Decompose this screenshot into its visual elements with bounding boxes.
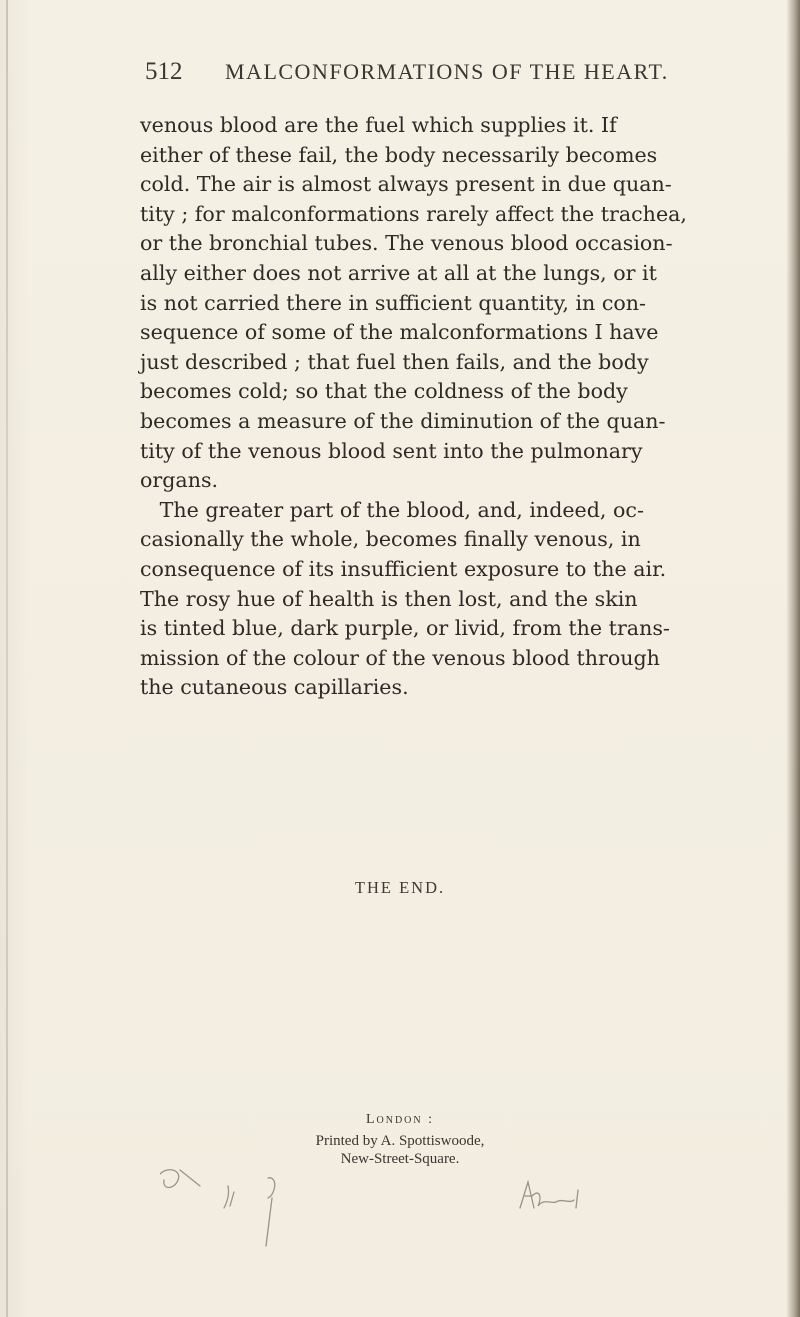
- text-line: The rosy hue of health is then lost, and the skin: [140, 586, 638, 611]
- printer-imprint: [0, 1112, 800, 1168]
- text-line: cold. The air is almost always present in due quan-: [140, 172, 672, 197]
- text-line: mission of the colour of the venous blood through: [140, 645, 660, 670]
- page-number: 512: [145, 58, 183, 85]
- imprint-printer: Printed by A. Spottiswoode,: [315, 1133, 485, 1149]
- imprint-address: New-Street-Square.: [340, 1151, 460, 1167]
- text-line: just described ; that fuel then fails, and the body: [140, 349, 649, 374]
- text-line: organs.: [140, 468, 219, 493]
- text-line: the cutaneous capillaries.: [140, 675, 409, 700]
- handwritten-marks: [160, 1168, 680, 1248]
- text-line: is tinted blue, dark purple, or livid, from the trans-: [140, 616, 670, 641]
- text-line: or the bronchial tubes. The venous blood occasion-: [140, 231, 673, 256]
- text-line: becomes cold; so that the coldness of the body: [140, 379, 628, 404]
- text-line: sequence of some of the malconformations I have: [140, 320, 659, 345]
- text-line: consequence of its insufficient exposure to the air.: [140, 556, 667, 581]
- running-head: MALCONFORMATIONS OF THE HEART.: [225, 59, 669, 84]
- text-line: becomes a measure of the diminution of the quan-: [140, 408, 666, 433]
- text-line: The greater part of the blood, and, indeed, oc-: [140, 497, 644, 522]
- body-text: [140, 111, 765, 703]
- text-line: tity of the venous blood sent into the pulmonary: [140, 438, 643, 463]
- text-line: venous blood are the fuel which supplies it. If: [140, 113, 617, 137]
- page-header: [145, 58, 705, 86]
- text-line: casionally the whole, becomes finally venous, in: [140, 527, 641, 552]
- text-line: tity ; for malconformations rarely affect the trachea,: [140, 201, 687, 226]
- imprint-city: London :: [365, 1112, 435, 1127]
- text-line: ally either does not arrive at all at the lungs, or it: [140, 260, 657, 285]
- text-line: either of these fail, the body necessarily becomes: [140, 142, 658, 167]
- the-end-mark: THE END.: [354, 878, 446, 897]
- text-line: is not carried there in sufficient quantity, in con-: [140, 290, 646, 315]
